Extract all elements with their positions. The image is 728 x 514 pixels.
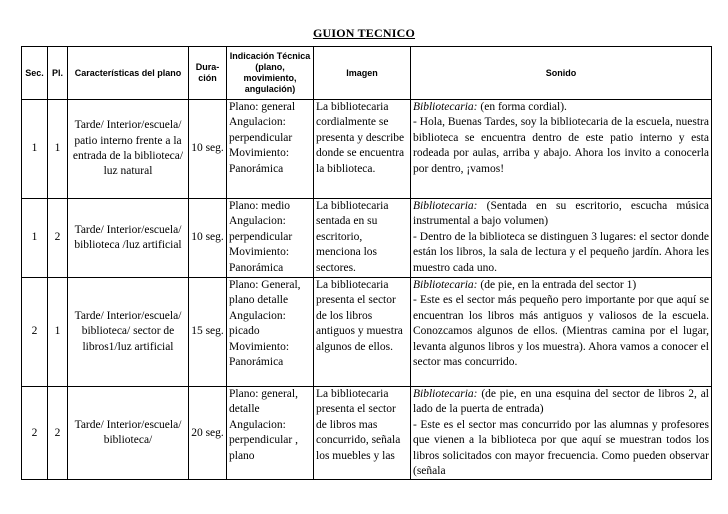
table-row — [22, 387, 712, 480]
cell-sec: 2 — [22, 387, 48, 480]
document-title: GUION TECNICO — [312, 26, 416, 40]
cell-sec: 1 — [22, 100, 48, 199]
cell-duracion: 10 seg. — [189, 100, 227, 199]
header-indicacion: Indicación Técnica (plano, movimiento, angulación) — [227, 47, 314, 100]
cell-imagen: La bibliotecaria presenta el sector de libros mas concurrido, señala los muebles y las — [314, 387, 411, 480]
cell-indicacion: Plano: general Angulacion: perpendicular Movimiento: Panorámica — [227, 100, 314, 199]
cell-duracion: 15 seg. — [189, 278, 227, 387]
cell-sonido — [411, 387, 712, 480]
cell-caracteristicas: Tarde/ Interior/escuela/ biblioteca /luz artificial — [68, 199, 189, 278]
table-row — [22, 199, 712, 278]
cell-sonido — [411, 199, 712, 278]
table-row — [22, 100, 712, 199]
sonido-speaker: Bibliotecaria: — [413, 200, 478, 212]
cell-imagen: La bibliotecaria cordialmente se presenta y describe donde se encuentra la biblioteca. — [314, 100, 411, 199]
sonido-text: - Este es el sector mas concurrido por las alumnas y profesores que vienen a la biblioteca por que aquí se muestran todos los libros solicitados con mayor frecuencia. Como pueden observar (señala — [413, 418, 709, 478]
header-imagen: Imagen — [314, 47, 411, 100]
table-header-row — [22, 47, 712, 100]
cell-caracteristicas: Tarde/ Interior/escuela/ patio interno frente a la entrada de la biblioteca/ luz natural — [68, 100, 189, 199]
cell-imagen: La bibliotecaria presenta el sector de los libros antiguos y muestra algunos de ellos. — [314, 278, 411, 387]
cell-indicacion: Plano: general, detalle Angulacion: perpendicular , plano — [227, 387, 314, 480]
cell-pl: 1 — [48, 100, 68, 199]
sonido-note: (Sentada en su escritorio, escucha música instrumental a bajo volumen) — [413, 200, 709, 228]
cell-duracion: 10 seg. — [189, 199, 227, 278]
cell-caracteristicas: Tarde/ Interior/escuela/ biblioteca/ sector de libros1/luz artificial — [68, 278, 189, 387]
header-duracion: Dura-ción — [189, 47, 227, 100]
header-sec: Sec. — [22, 47, 48, 100]
cell-pl: 2 — [48, 387, 68, 480]
sonido-speaker: Bibliotecaria: — [413, 101, 478, 113]
cell-pl: 2 — [48, 199, 68, 278]
cell-sonido — [411, 100, 712, 199]
sonido-note: (en forma cordial). — [477, 101, 567, 113]
cell-imagen: La bibliotecaria sentada en su escritorio, menciona los sectores. — [314, 199, 411, 278]
sonido-text: - Hola, Buenas Tardes, soy la bibliotecaria de la escuela, nuestra biblioteca se encuentra dentro de este patio interno y esta rodeada por aulas, arriba y abajo. Ahora los invito a conocerla por dentro, ¡vamos! — [413, 116, 709, 175]
sonido-speaker: Bibliotecaria: — [413, 279, 478, 291]
technical-script-table — [21, 46, 712, 480]
sonido-note: (de pie, en la entrada del sector 1) — [477, 279, 637, 291]
cell-indicacion: Plano: medio Angulacion: perpendicular Movimiento: Panorámica — [227, 199, 314, 278]
header-caracteristicas: Características del plano — [68, 47, 189, 100]
header-sonido: Sonido — [411, 47, 712, 100]
sonido-note: (de pie, en una esquina del sector de libros 2, al lado de la puerta de entrada) — [413, 388, 709, 416]
cell-sonido — [411, 278, 712, 387]
cell-sec: 2 — [22, 278, 48, 387]
sonido-text: - Este es el sector más pequeño pero importante por que aquí se encuentran los libros más antiguos y valiosos de la escuela. Conozcamos algunos de ellos. (Mientras camina por el lugar, levanta algunos libros y los muestra). Ahora vamos a conocer el sector mas concurrido. — [413, 294, 709, 369]
cell-pl: 1 — [48, 278, 68, 387]
cell-indicacion: Plano: General, plano detalle Angulacion: picado Movimiento: Panorámica — [227, 278, 314, 387]
cell-caracteristicas: Tarde/ Interior/escuela/ biblioteca/ — [68, 387, 189, 480]
header-pl: Pl. — [48, 47, 68, 100]
sonido-speaker: Bibliotecaria: — [413, 388, 478, 400]
table-row — [22, 278, 712, 387]
cell-duracion: 20 seg. — [189, 387, 227, 480]
sonido-text: - Dentro de la biblioteca se distinguen 3 lugares: el sector donde están los libros, la sala de lectura y el pequeño jardín. Ahora les muestro cada uno. — [413, 230, 709, 274]
cell-sec: 1 — [22, 199, 48, 278]
